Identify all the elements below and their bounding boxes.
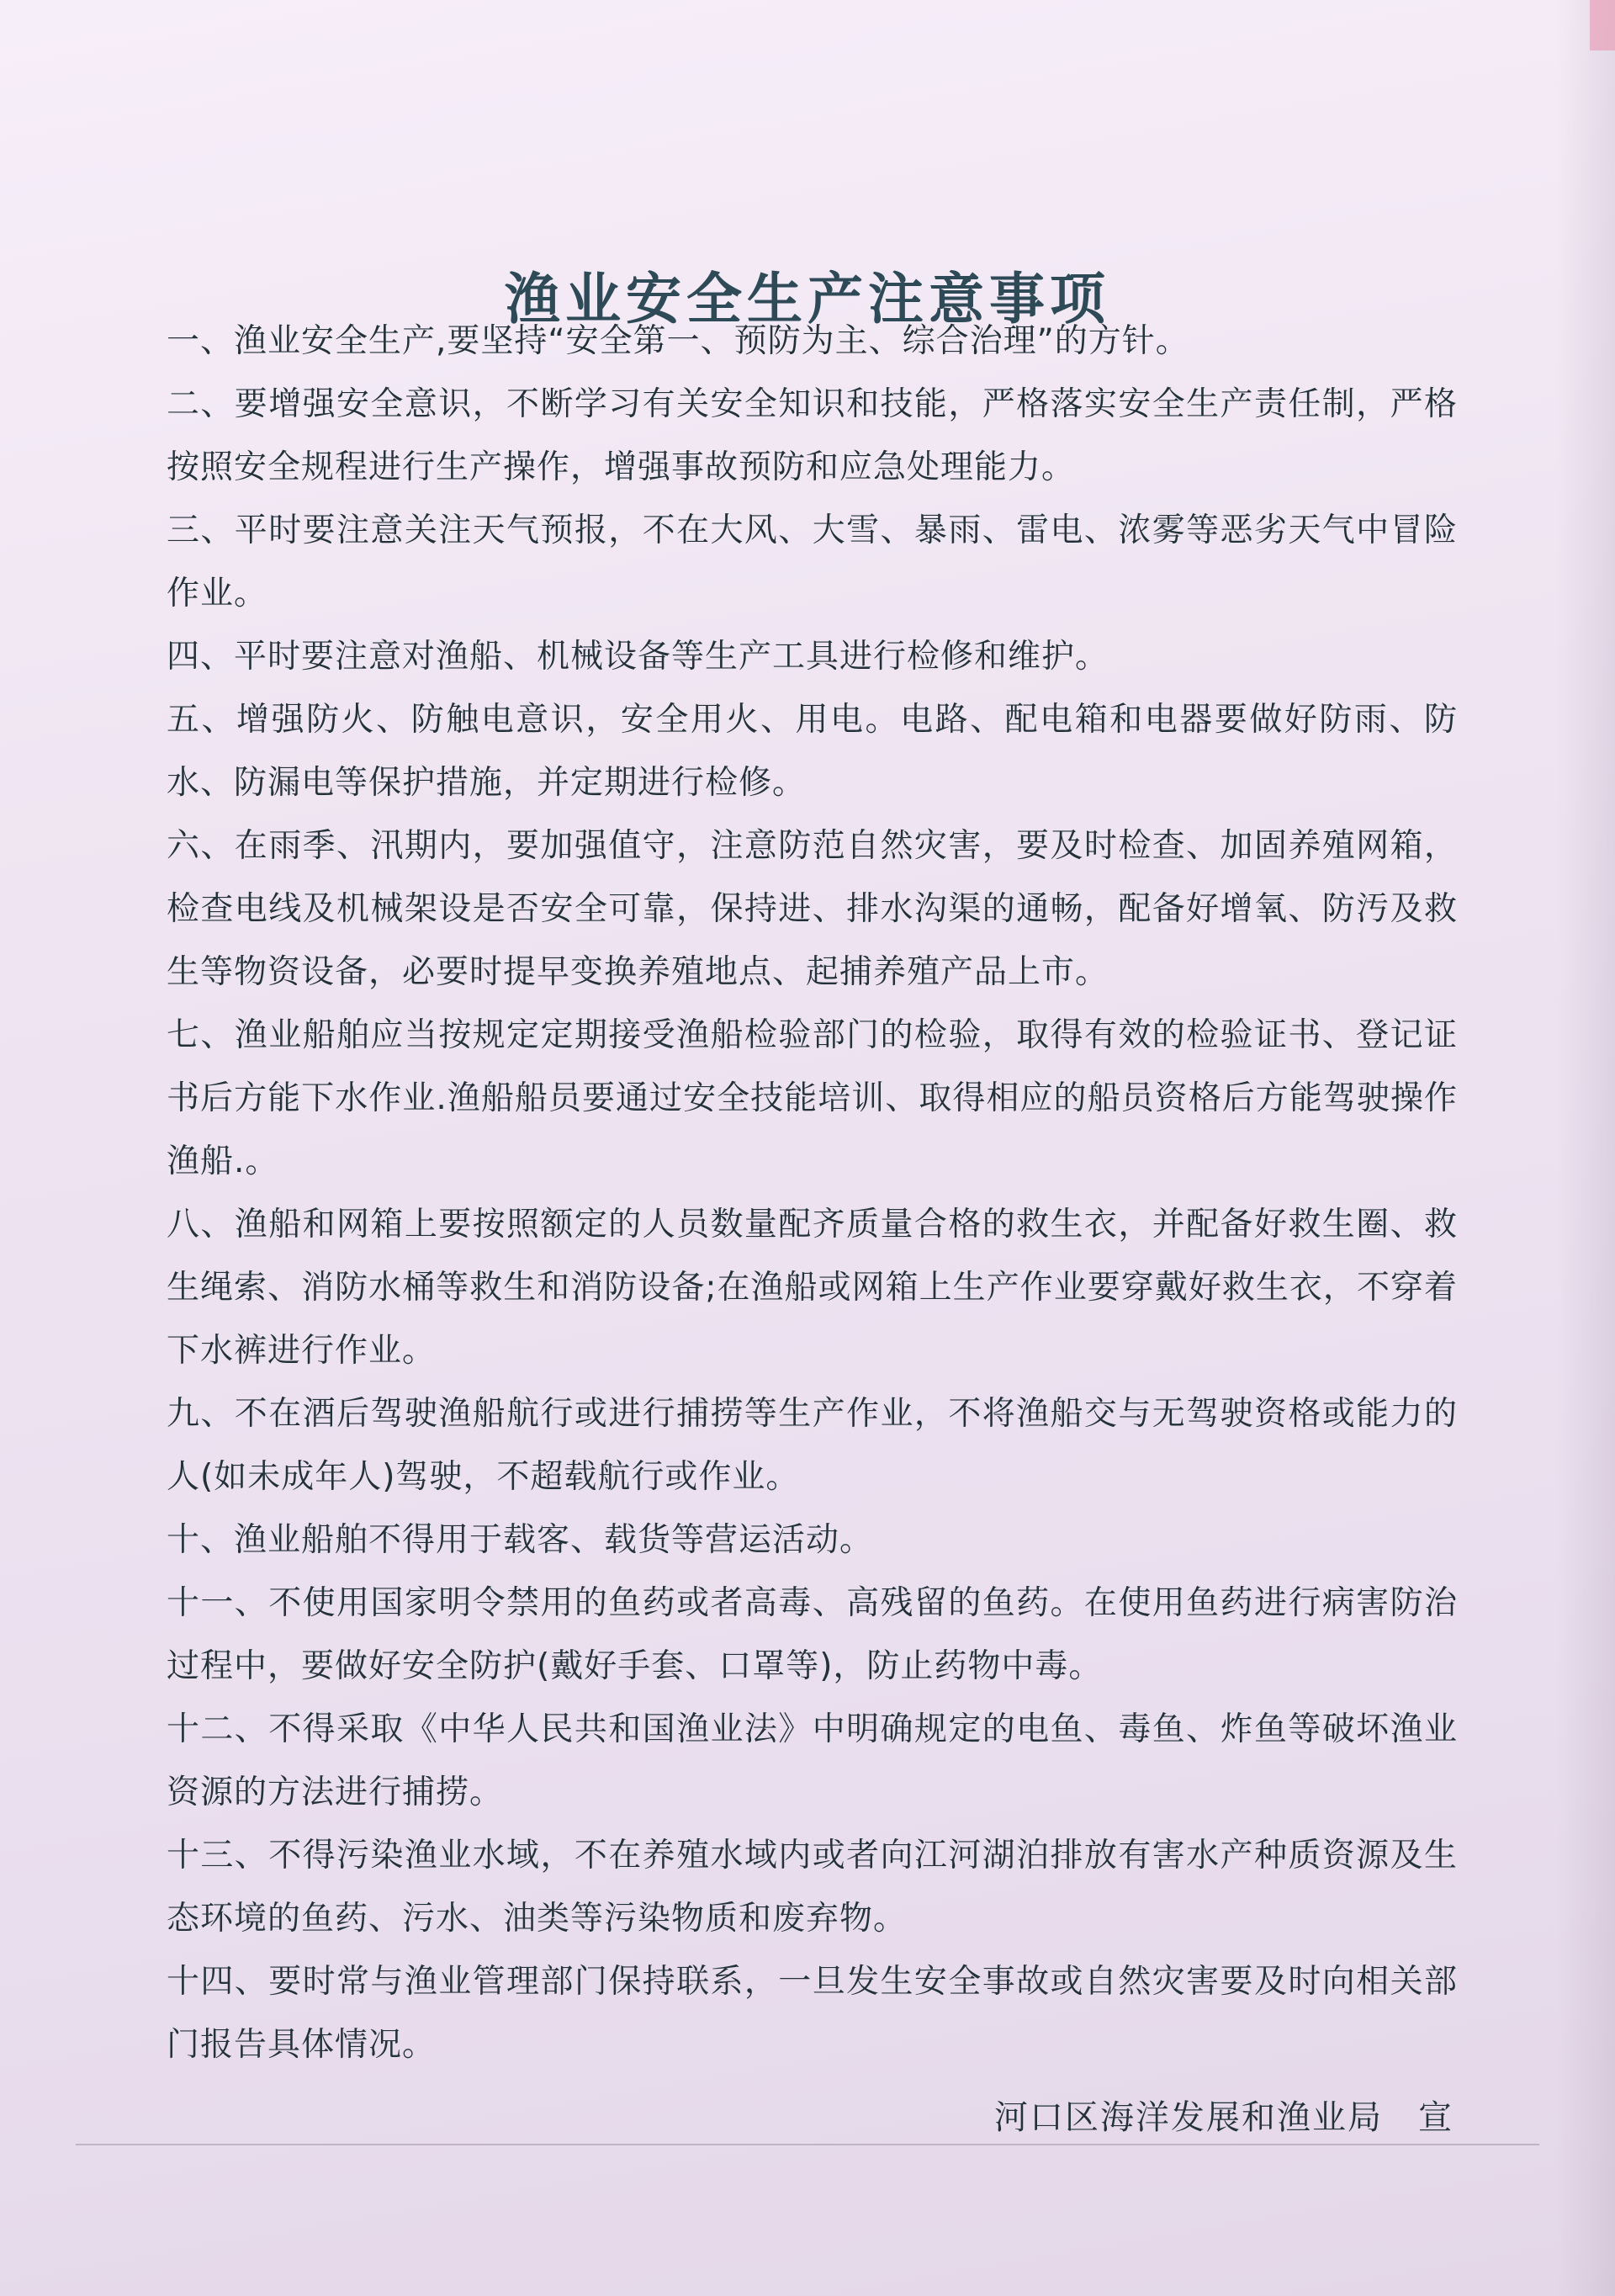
item-10: 十、渔业船舶不得用于载客、载货等营运活动。 <box>167 1521 874 1559</box>
item-6: 六、在雨季、汛期内，要加强值守，注意防范自然灾害，要及时检查、加固养殖网箱，检查电线及机械架设是否安全可靠，保持进、排水沟渠的通畅，配备好增氧、防汚及救生等物资设备，必要时提早变换养殖地点、起捕养殖产品上市。 <box>167 827 1458 991</box>
item-3: 三、平时要注意关注天气预报，不在大风、大雪、暴雨、雷电、浓雾等恶劣天气中冒险作业。 <box>167 512 1458 612</box>
document-body <box>167 310 1458 2076</box>
item-12: 十二、不得采取《中华人民共和国渔业法》中明确规定的电鱼、毒鱼、炸鱼等破坏渔业资源的方法进行捕捞。 <box>167 1710 1458 1811</box>
document-title: 渔业安全生产注意事项 <box>505 266 1110 332</box>
item-9: 九、不在酒后驾驶渔船航行或进行捕捞等生产作业，不将渔船交与无驾驶资格或能力的人(如未成年人)驾驶，不超载航行或作业。 <box>167 1395 1458 1496</box>
bottom-divider <box>76 2144 1539 2145</box>
issuer-signature: 河口区海洋发展和渔业局 宣 <box>994 2098 1454 2137</box>
item-2: 二、要增强安全意识，不断学习有关安全知识和技能，严格落实安全生产责任制，严格按照安全规程进行生产操作，增强事故预防和应急处理能力。 <box>167 385 1458 486</box>
item-13: 十三、不得污染渔业水域，不在养殖水域内或者向江河湖泊排放有害水产种质资源及生态环境的鱼药、污水、油类等污染物质和废弃物。 <box>167 1837 1458 1938</box>
item-7: 七、渔业船舶应当按规定定期接受渔船检验部门的检验，取得有效的检验证书、登记证书后方能下水作业.渔船船员要通过安全技能培训、取得相应的船员资格后方能驾驶操作渔船.。 <box>167 1016 1458 1180</box>
item-1: 一、渔业安全生产,要坚持“安全第一、预防为主、综合治理”的方针。 <box>167 322 1189 360</box>
item-8: 八、渔船和网箱上要按照额定的人员数量配齐质量合格的救生衣，并配备好救生圈、救生绳索、消防水桶等救生和消防设备;在渔船或网箱上生产作业要穿戴好救生衣，不穿着下水裤进行作业。 <box>167 1206 1458 1370</box>
item-14: 十四、要时常与渔业管理部门保持联系，一旦发生安全事故或自然灾害要及时向相关部门报告具体情况。 <box>167 1963 1458 2064</box>
corner-mark <box>1590 0 1615 50</box>
item-11: 十一、不使用国家明令禁用的鱼药或者高毒、高残留的鱼药。在使用鱼药进行病害防治过程中，要做好安全防护(戴好手套、口罩等)，防止药物中毒。 <box>167 1584 1458 1685</box>
paper-shadow <box>1556 0 1615 2296</box>
item-4: 四、平时要注意对渔船、机械设备等生产工具进行检修和维护。 <box>167 638 1109 676</box>
item-5: 五、增强防火、防触电意识，安全用火、用电。电路、配电箱和电器要做好防雨、防水、防漏电等保护措施，并定期进行检修。 <box>167 701 1458 802</box>
